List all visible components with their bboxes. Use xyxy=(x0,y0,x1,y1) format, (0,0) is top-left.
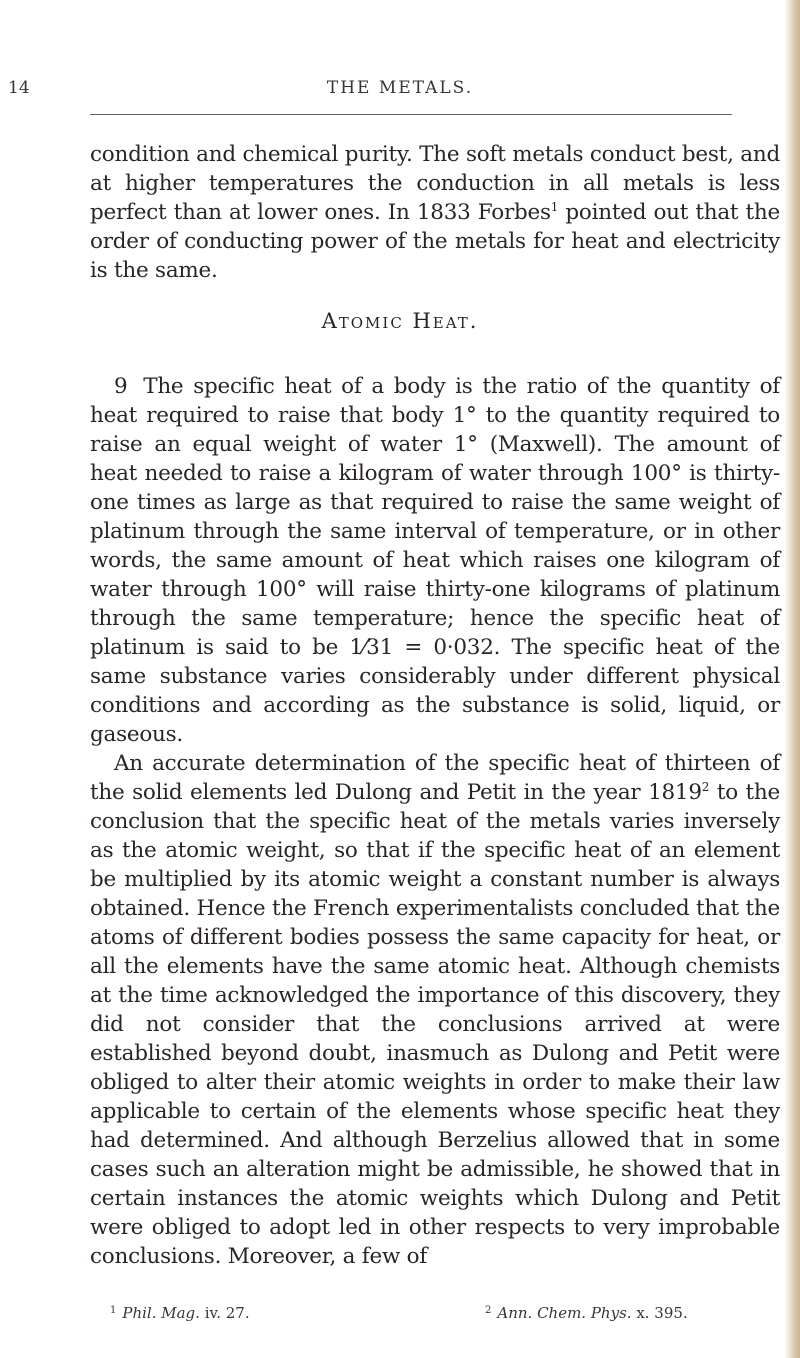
main-text xyxy=(90,372,780,1271)
footnotes xyxy=(110,1301,790,1323)
paragraph-number: 9 xyxy=(114,374,128,399)
paragraph-9: 9 The specific heat of a body is the ratio of the quantity of heat required to raise that body 1° to the quantity required to raise an equal weight of water 1° (Maxwell). The amount of heat needed to raise a kilogram of water through 100° is thirty-one times as large as that required to raise the same weight of platinum through the same interval of temperature, or in other words, the same amount of heat which raises one kilogram of water through 100° will raise thirty-one kilograms of platinum through the same temperature; hence the specific heat of platinum is said to be 1⁄31 = 0·032. The specific heat of the same substance varies considerably under different physical conditions and according as the substance is solid, liquid, or gaseous. xyxy=(90,374,780,747)
footnote-ref-1: 1 xyxy=(550,200,559,214)
page-edge-shadow xyxy=(784,0,800,1358)
header-rule xyxy=(90,114,732,115)
fraction: 1⁄31 xyxy=(349,635,394,660)
footnote-1: $^1$ Phil. Mag. iv. 27. xyxy=(110,1304,250,1322)
opening-paragraph-text: condition and chemical purity. The soft metals conduct best, and at higher temperatures the conduction in all metals is less perfect than at lower ones. In 1833 Forbes$^1$ pointed out that the order of conducting power of the metals for heat and electricity is the same. xyxy=(90,142,780,283)
paragraph-10: An accurate determination of the specific heat of thirteen of the solid elements led Dulong and Petit in the year 1819$^2$ to the conclusion that the specific heat of the metals varies inversely as the atomic weight, so that if the specific heat of an element be multiplied by its atomic weight a constant number is always obtained. Hence the French experimentalists concluded that the atoms of different bodies possess the same capacity for heat, or all the elements have the same atomic heat. Although chemists at the time acknowledged the importance of this discovery, they did not consider that the conclusions arrived at were established beyond doubt, inasmuch as Dulong and Petit were obliged to alter their atomic weights in order to make their law applicable to certain of the elements whose specific heat they had determined. And although Berzelius allowed that in some cases such an alteration might be admissible, he showed that in certain instances the atomic weights which Dulong and Petit were obliged to adopt led in other respects to very improbable conclusions. Moreover, a few of xyxy=(90,751,780,1269)
footnote-2: $^2$ Ann. Chem. Phys. x. 395. xyxy=(485,1304,688,1322)
opening-paragraph xyxy=(90,140,780,285)
footnote-ref-2: 2 xyxy=(701,780,710,794)
running-head: THE METALS. xyxy=(326,78,474,98)
page-number: 14 xyxy=(8,78,30,98)
section-heading: Atomic Heat. xyxy=(321,309,479,333)
